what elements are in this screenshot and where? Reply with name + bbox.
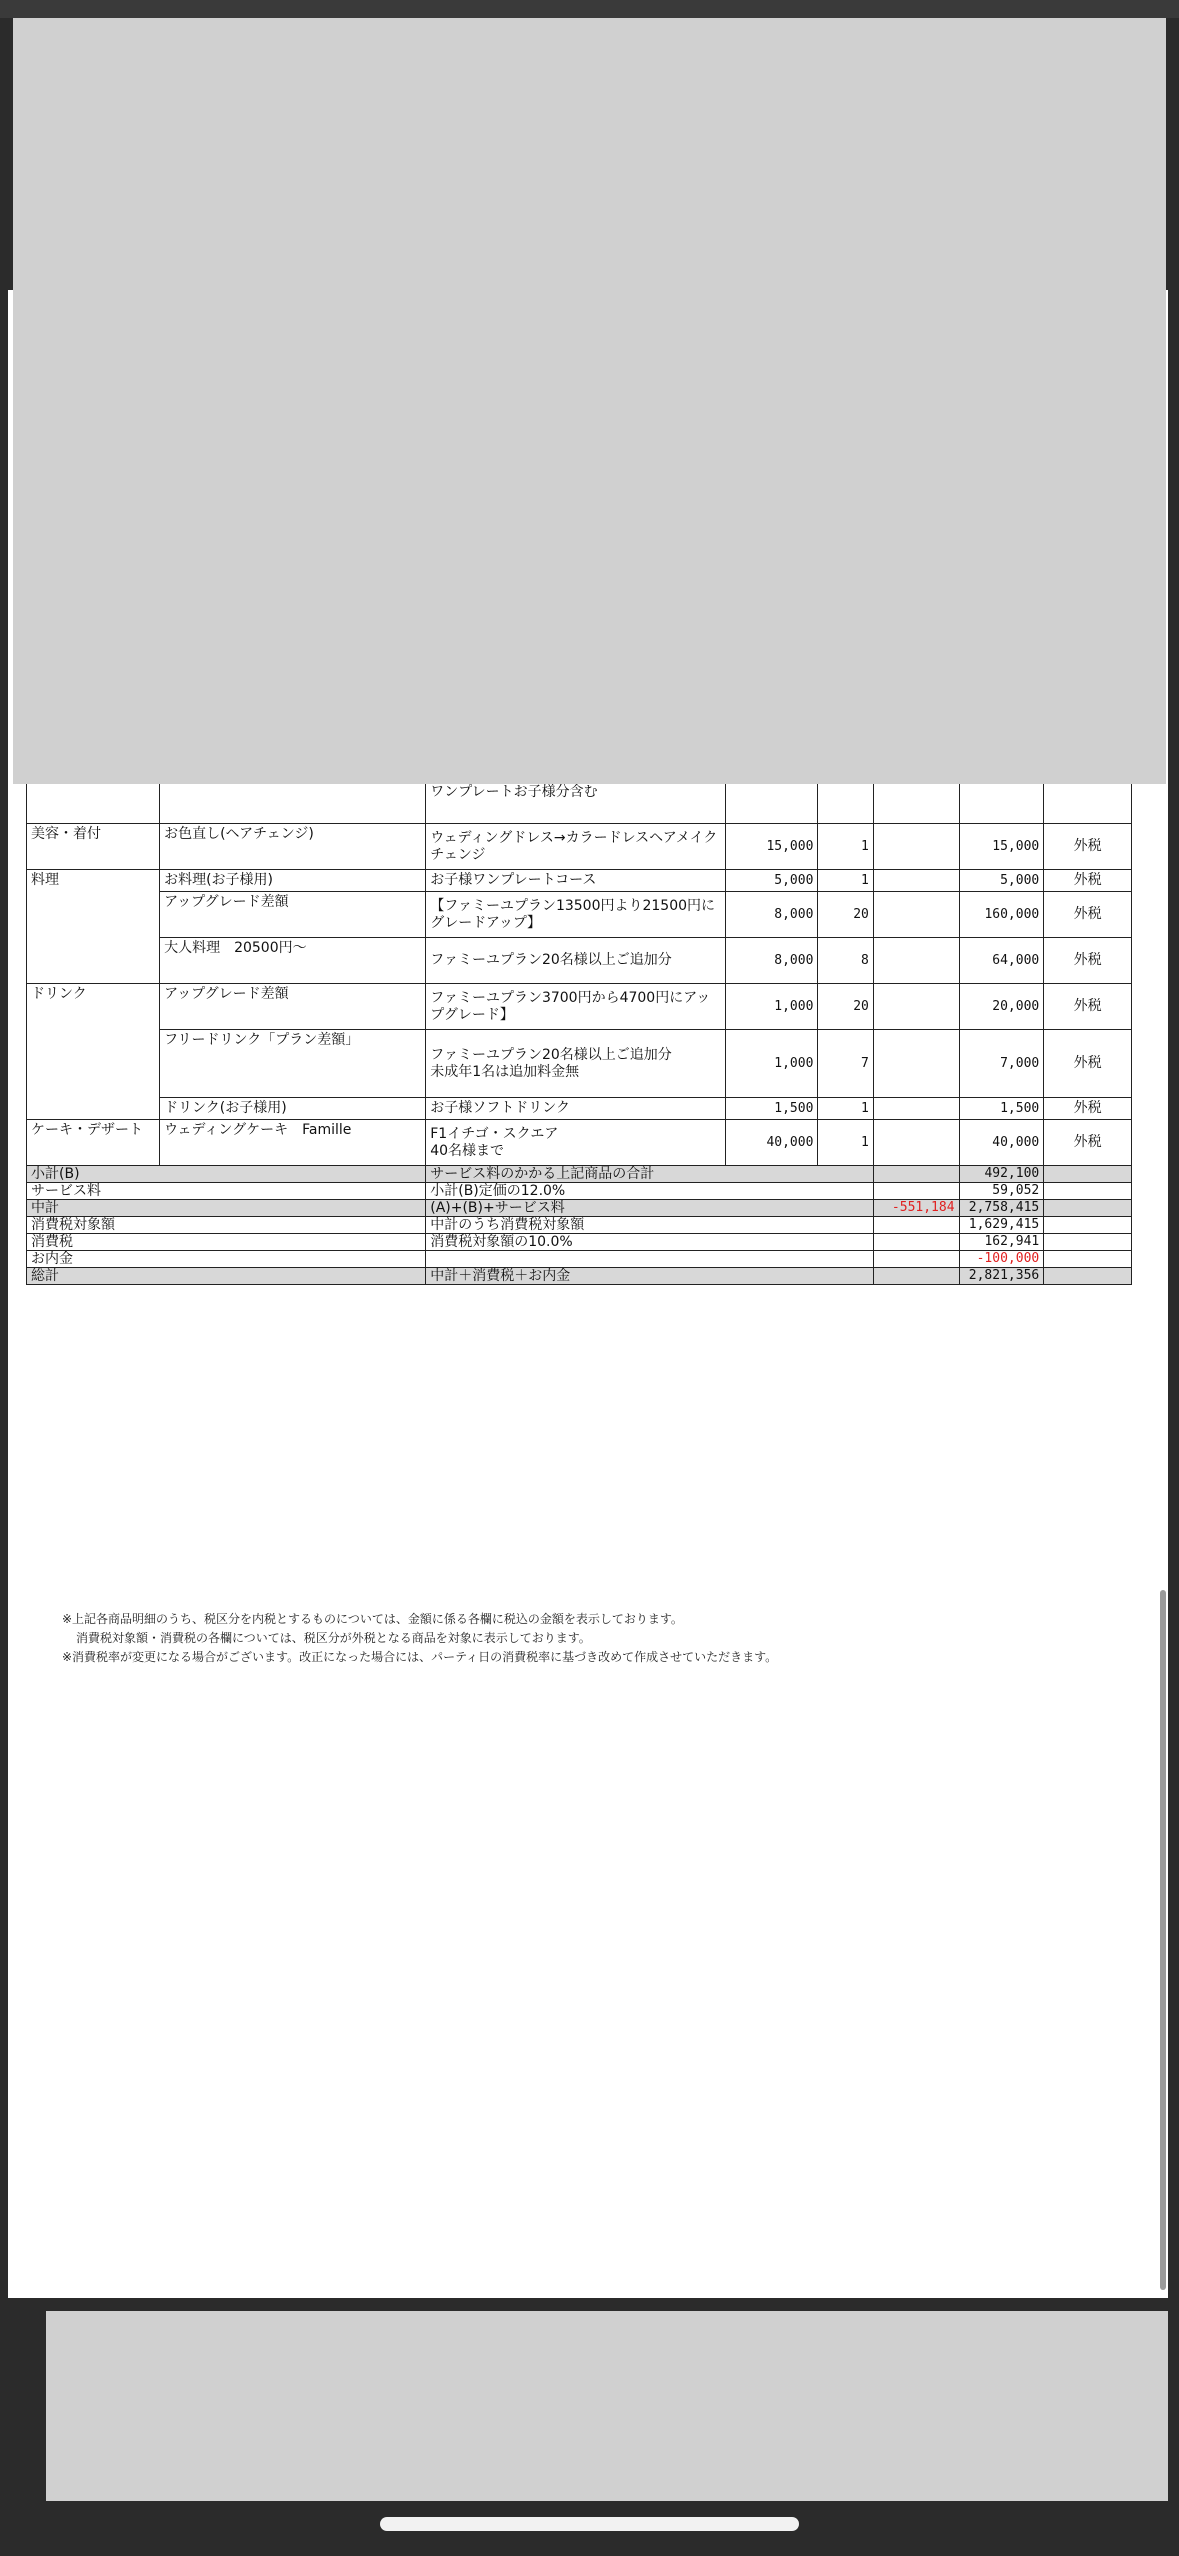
summary-row-deposit [27,1251,1132,1268]
item-cell: アップグレード差額 [160,984,426,1030]
tax-cell: 外税 [1044,938,1132,984]
qty-cell: 8 [818,938,873,984]
summary-adjust [873,1234,959,1251]
summary-label: サービス料 [27,1183,426,1200]
price-cell: 15,000 [725,824,818,870]
desc-cell: お子様ワンプレートコース [426,870,725,892]
summary-desc [426,1251,874,1268]
qty-cell: 7 [818,1030,873,1098]
category-cell: 料理 [27,870,160,984]
table-row [27,1030,1132,1098]
summary-amount: 492,100 [959,1166,1044,1183]
qty-cell: 1 [818,1120,873,1166]
price-cell: 5,000 [725,870,818,892]
qty-cell: 20 [818,984,873,1030]
redacted-area-bottom [46,2311,1168,2501]
summary-label: 消費税対象額 [27,1217,426,1234]
desc-cell: お子様ソフトドリンク [426,1098,725,1120]
summary-adjust [873,1268,959,1285]
amount-cell: 5,000 [959,870,1044,892]
redacted-area-top [13,18,1166,784]
qty-cell: 1 [818,1098,873,1120]
amount-cell: 1,500 [959,1098,1044,1120]
tax-cell: 外税 [1044,1098,1132,1120]
footnote: 消費税対象額・消費税の各欄については、税区分が外税となる商品を対象に表示しております。 [76,1631,591,1645]
item-cell: お料理(お子様用) [160,870,426,892]
summary-label: お内金 [27,1251,426,1268]
summary-desc: 小計(B)定価の12.0% [426,1183,874,1200]
table-row [27,824,1132,870]
amount-cell: 15,000 [959,824,1044,870]
summary-label: 総計 [27,1268,426,1285]
desc-cell [426,1030,725,1098]
footnote: ※消費税率が変更になる場合がございます。改正になった場合には、パーティ日の消費税率に基づき改めて作成させていただきます。 [62,1650,778,1664]
item-cell: 大人料理 20500円〜 [160,938,426,984]
status-bar [0,0,1179,18]
table-row [27,938,1132,984]
summary-amount: 1,629,415 [959,1217,1044,1234]
summary-row-grand-total [27,1268,1132,1285]
summary-label: 中計 [27,1200,426,1217]
summary-label: 消費税 [27,1234,426,1251]
price-cell: 1,000 [725,984,818,1030]
price-cell: 8,000 [725,892,818,938]
category-cell: ドリンク [27,984,160,1120]
summary-amount: 59,052 [959,1183,1044,1200]
desc-cell: ファミーユプラン20名様以上ご追加分 [426,938,725,984]
category-cell: ケーキ・デザート [27,1120,160,1166]
tax-cell: 外税 [1044,824,1132,870]
summary-amount: 162,941 [959,1234,1044,1251]
desc-line: ワンプレートお子様分含む [430,783,598,800]
desc-line: F1イチゴ・スクエア 40名様まで [430,1125,559,1159]
tax-cell: 外税 [1044,1120,1132,1166]
summary-row-midtotal [27,1200,1132,1217]
summary-amount: 2,821,356 [959,1268,1044,1285]
item-cell: アップグレード差額 [160,892,426,938]
summary-amount: -100,000 [959,1251,1044,1268]
amount-cell: 160,000 [959,892,1044,938]
table-row [27,1098,1132,1120]
amount-cell: 7,000 [959,1030,1044,1098]
price-cell: 40,000 [725,1120,818,1166]
amount-cell: 20,000 [959,984,1044,1030]
price-cell: 1,000 [725,1030,818,1098]
qty-cell: 1 [818,824,873,870]
summary-desc: (A)+(B)+サービス料 [426,1200,874,1217]
home-indicator[interactable] [380,2517,799,2531]
summary-adjust [873,1217,959,1234]
summary-row-taxable [27,1217,1132,1234]
amount-cell: 40,000 [959,1120,1044,1166]
amount-cell: 64,000 [959,938,1044,984]
tax-cell: 外税 [1044,870,1132,892]
price-cell: 8,000 [725,938,818,984]
footnotes [62,1610,1112,1667]
table-row [27,870,1132,892]
tax-cell: 外税 [1044,892,1132,938]
summary-desc: 中計＋消費税＋お内金 [426,1268,874,1285]
summary-adjust [873,1183,959,1200]
desc-line: ファミーユプラン20名様以上ご追加分 未成年1名は追加料金無 [430,1046,672,1080]
footnote: ※上記各商品明細のうち、税区分を内税とするものについては、金額に係る各欄に税込の金額を表示しております。 [62,1612,683,1626]
item-cell: フリードリンク「プラン差額」 [160,1030,426,1098]
summary-row-service [27,1183,1132,1200]
summary-desc: 消費税対象額の10.0% [426,1234,874,1251]
summary-amount: 2,758,415 [959,1200,1044,1217]
item-cell: ウェディングケーキ Famille [160,1120,426,1166]
table-row [27,892,1132,938]
tax-cell: 外税 [1044,1030,1132,1098]
desc-cell [426,1120,725,1166]
item-cell: ドリンク(お子様用) [160,1098,426,1120]
summary-row-subtotal [27,1166,1132,1183]
summary-desc: サービス料のかかる上記商品の合計 [426,1166,874,1183]
summary-adjust [873,1251,959,1268]
summary-adjust [873,1166,959,1183]
qty-cell: 20 [818,892,873,938]
price-cell: 1,500 [725,1098,818,1120]
desc-cell: 【ファミーユプラン13500円より21500円にグレードアップ】 [426,892,725,938]
tax-cell: 外税 [1044,984,1132,1030]
qty-cell: 1 [818,870,873,892]
summary-adjust: -551,184 [873,1200,959,1217]
category-cell: 美容・着付 [27,824,160,870]
summary-desc: 中計のうち消費税対象額 [426,1217,874,1234]
summary-label: 小計(B) [27,1166,426,1183]
item-cell: お色直し(ヘアチェンジ) [160,824,426,870]
summary-row-tax [27,1234,1132,1251]
desc-cell: ファミーユプラン3700円から4700円にアップグレード】 [426,984,725,1030]
table-row [27,984,1132,1030]
table-row [27,1120,1132,1166]
scrollbar-thumb[interactable] [1160,1590,1166,2290]
desc-cell: ウェディングドレス→カラードレスヘアメイクチェンジ [426,824,725,870]
